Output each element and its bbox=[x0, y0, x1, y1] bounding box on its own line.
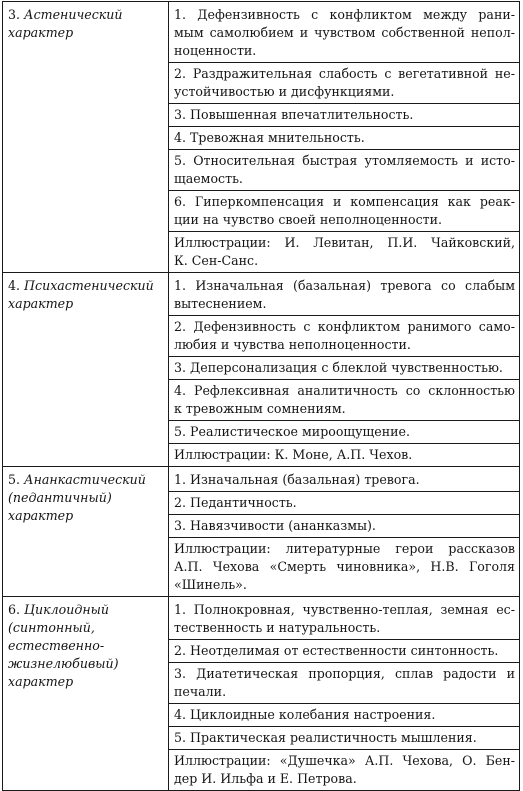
trait-item bbox=[174, 359, 515, 377]
row-number: 4. bbox=[8, 278, 21, 293]
trait-line: ции на чувство своей неполноценности. bbox=[174, 212, 443, 227]
trait-line: мым самолюбием и чувством собственной непол- bbox=[174, 25, 515, 40]
trait-line: 2. Неотделимая от естественности синтонность. bbox=[174, 643, 499, 658]
trait-item bbox=[174, 601, 515, 637]
trait-line: 2. Раздражительная слабость с вегетативной не- bbox=[174, 66, 515, 81]
trait-line: А.П. Чехова «Смерть чиновника», Н.В. Гоголя bbox=[174, 559, 515, 574]
traits-cell bbox=[169, 273, 520, 467]
trait-item bbox=[174, 234, 515, 270]
traits-cell bbox=[169, 2, 520, 273]
trait-line: ноценности. bbox=[174, 43, 257, 58]
trait-line: 3. Навязчивости (ананказмы). bbox=[174, 518, 376, 533]
traits-cell bbox=[169, 597, 520, 791]
trait-item bbox=[174, 540, 515, 594]
character-type-title bbox=[8, 277, 164, 295]
trait-item bbox=[174, 642, 515, 660]
item-divider bbox=[168, 103, 519, 104]
character-type-name: Циклоидный bbox=[24, 602, 110, 617]
item-divider bbox=[168, 315, 519, 316]
trait-line: устойчивостью и дисфункциями. bbox=[174, 84, 395, 99]
trait-item bbox=[174, 752, 515, 788]
item-divider bbox=[168, 703, 519, 704]
trait-item bbox=[174, 471, 515, 489]
trait-line: 1. Изначальная (базальная) тревога со слабым bbox=[174, 278, 515, 293]
trait-line: 4. Циклоидные колебания настроения. bbox=[174, 707, 436, 722]
trait-item bbox=[174, 423, 515, 441]
character-type-title-line: характер bbox=[8, 508, 74, 523]
trait-line: 5. Реалистическое мироощущение. bbox=[174, 424, 410, 439]
trait-line: 3. Деперсонализация с блеклой чувственностью. bbox=[174, 360, 503, 375]
trait-line: Иллюстрации: К. Моне, А.П. Чехов. bbox=[174, 447, 413, 462]
character-type-title-line: характер bbox=[8, 25, 74, 40]
trait-line: 2. Дефензивность с конфликтом ранимого само- bbox=[174, 319, 515, 334]
table-body bbox=[3, 2, 520, 791]
character-types-table bbox=[2, 1, 520, 791]
item-divider bbox=[168, 190, 519, 191]
table-row bbox=[3, 597, 520, 791]
item-divider bbox=[168, 420, 519, 421]
row-number: 3. bbox=[8, 7, 21, 22]
item-divider bbox=[168, 443, 519, 444]
item-divider bbox=[168, 514, 519, 515]
trait-line: Иллюстрации: литературные герои рассказов bbox=[174, 541, 515, 556]
trait-line: вытеснением. bbox=[174, 296, 267, 311]
trait-line: Иллюстрации: И. Левитан, П.И. Чайковский, bbox=[174, 235, 515, 250]
character-type-title-line: характер bbox=[8, 674, 74, 689]
item-divider bbox=[168, 356, 519, 357]
character-type-cell bbox=[3, 2, 169, 273]
row-number: 6. bbox=[8, 602, 21, 617]
item-divider bbox=[168, 639, 519, 640]
character-type-title-line: (синтонный, bbox=[8, 620, 95, 635]
trait-line: Иллюстрации: «Душечка» А.П. Чехова, О. Бен- bbox=[174, 753, 515, 768]
character-type-cell bbox=[3, 597, 169, 791]
character-type-title bbox=[8, 601, 164, 619]
trait-item bbox=[174, 382, 515, 418]
character-type-cell bbox=[3, 273, 169, 467]
item-divider bbox=[168, 231, 519, 232]
character-type-name: Психастенический bbox=[24, 278, 154, 293]
character-type-cell bbox=[3, 467, 169, 597]
item-divider bbox=[168, 662, 519, 663]
trait-line: щаемость. bbox=[174, 171, 243, 186]
character-type-title-line: жизнелюбивый) bbox=[8, 656, 119, 671]
trait-line: дер И. Ильфа и Е. Петрова. bbox=[174, 771, 357, 786]
trait-line: к тревожным сомнениям. bbox=[174, 401, 346, 416]
trait-item bbox=[174, 106, 515, 124]
row-number: 5. bbox=[8, 472, 21, 487]
item-divider bbox=[168, 491, 519, 492]
character-type-name: Ананкастический bbox=[24, 472, 146, 487]
trait-item bbox=[174, 129, 515, 147]
character-type-title-line: естественно- bbox=[8, 638, 105, 653]
trait-line: 6. Гиперкомпенсация и компенсация как реак- bbox=[174, 194, 515, 209]
item-divider bbox=[168, 379, 519, 380]
trait-item bbox=[174, 193, 515, 229]
trait-line: любия и чувства неполноценности. bbox=[174, 337, 411, 352]
table-row bbox=[3, 2, 520, 273]
item-divider bbox=[168, 149, 519, 150]
trait-item bbox=[174, 65, 515, 101]
trait-item bbox=[174, 494, 515, 512]
trait-item bbox=[174, 446, 515, 464]
trait-line: 3. Диатетическая пропорция, сплав радости и bbox=[174, 666, 515, 681]
trait-line: 1. Полнокровная, чувственно-теплая, земная ес- bbox=[174, 602, 515, 617]
trait-item bbox=[174, 665, 515, 701]
item-divider bbox=[168, 726, 519, 727]
trait-line: 3. Повышенная впечатлительность. bbox=[174, 107, 414, 122]
trait-item bbox=[174, 152, 515, 188]
item-divider bbox=[168, 749, 519, 750]
character-type-title-line: характер bbox=[8, 296, 74, 311]
trait-line: 5. Относительная быстрая утомляемость и исто- bbox=[174, 153, 515, 168]
trait-line: 1. Дефензивность с конфликтом между рани- bbox=[174, 7, 515, 22]
trait-line: «Шинель». bbox=[174, 577, 247, 592]
trait-item bbox=[174, 318, 515, 354]
item-divider bbox=[168, 62, 519, 63]
character-type-title bbox=[8, 6, 164, 24]
trait-line: 2. Педантичность. bbox=[174, 495, 297, 510]
trait-line: тественность и натуральность. bbox=[174, 620, 381, 635]
item-divider bbox=[168, 537, 519, 538]
character-type-name: Астенический bbox=[24, 7, 123, 22]
trait-line: печали. bbox=[174, 684, 227, 699]
table-row bbox=[3, 467, 520, 597]
trait-item bbox=[174, 729, 515, 747]
item-divider bbox=[168, 126, 519, 127]
character-type-title bbox=[8, 471, 164, 489]
trait-line: К. Сен-Санс. bbox=[174, 253, 259, 268]
character-type-title-line: (педантичный) bbox=[8, 490, 112, 505]
trait-line: 1. Изначальная (базальная) тревога. bbox=[174, 472, 420, 487]
table-row bbox=[3, 273, 520, 467]
trait-line: 4. Рефлексивная аналитичность со склонностью bbox=[174, 383, 515, 398]
trait-item bbox=[174, 277, 515, 313]
trait-line: 4. Тревожная мнительность. bbox=[174, 130, 365, 145]
trait-item bbox=[174, 6, 515, 60]
traits-cell bbox=[169, 467, 520, 597]
trait-line: 5. Практическая реалистичность мышления. bbox=[174, 730, 477, 745]
trait-item bbox=[174, 517, 515, 535]
trait-item bbox=[174, 706, 515, 724]
